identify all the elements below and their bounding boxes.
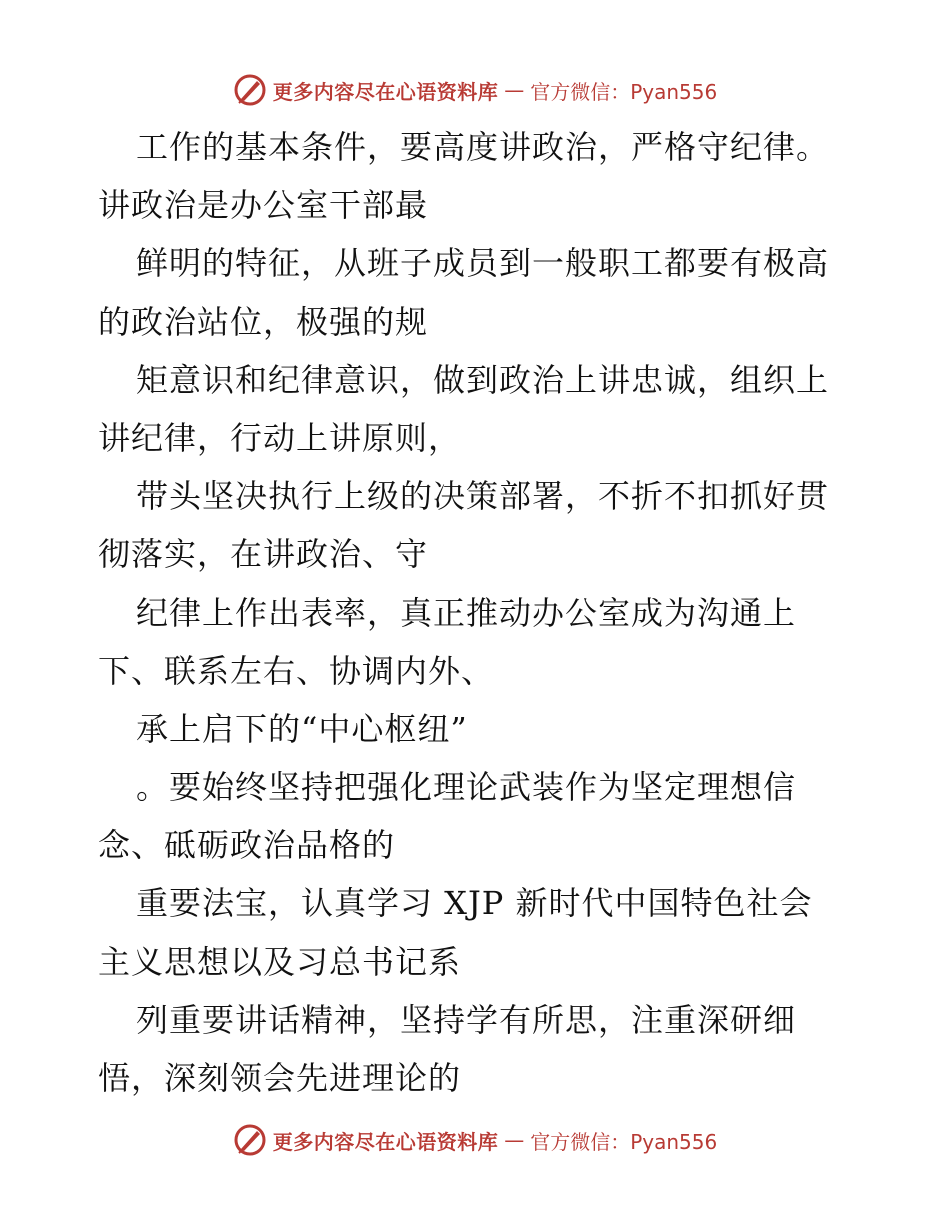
body-line: 承上启下的“中心枢纽” — [136, 709, 468, 748]
body-line: 矩意识和纪律意识，做到政治上讲忠诚，组织上 — [136, 360, 830, 399]
body-line: 下、联系左右、协调内外、 — [98, 651, 495, 690]
body-line: 悟，深刻领会先进理论的 — [98, 1059, 462, 1097]
footer-watermark — [0, 1120, 950, 1160]
body-line: 纪律上作出表率，真正推动办公室成为沟通上 — [136, 593, 797, 632]
header-brand-text: 更多内容尽在心语资料库 — [272, 79, 499, 104]
quill-pen-logo-icon — [233, 73, 267, 107]
body-line: 彻落实，在讲政治、守 — [98, 535, 429, 574]
body-line: 讲纪律，行动上讲原则， — [98, 418, 462, 457]
footer-brand-text: 更多内容尽在心语资料库 — [272, 1129, 499, 1154]
quill-pen-logo-icon — [233, 1123, 267, 1157]
body-line: 念、砥砺政治品格的 — [98, 826, 396, 865]
body-line: 鲜明的特征，从班子成员到一般职工都要有极高 — [136, 244, 830, 283]
footer-separator: — — [504, 1128, 525, 1152]
body-line: 讲政治是办公室干部最 — [98, 186, 429, 225]
document-body — [98, 118, 858, 1107]
body-line: 重要法宝，认真学习 XJP 新时代中国特色社会 — [136, 884, 813, 923]
header-separator: — — [504, 78, 525, 102]
body-line: 工作的基本条件，要高度讲政治，严格守纪律。 — [136, 128, 830, 166]
body-line: 。要始终坚持把强化理论武装作为坚定理想信 — [136, 768, 797, 807]
body-line: 主义思想以及习总书记系 — [98, 942, 462, 981]
footer-wechat-text: 官方微信：Pyan556 — [530, 1129, 718, 1154]
body-line: 的政治站位，极强的规 — [98, 302, 429, 341]
header-watermark — [0, 70, 950, 110]
body-line: 列重要讲话精神，坚持学有所思，注重深研细 — [136, 1000, 797, 1039]
header-wechat-text: 官方微信：Pyan556 — [530, 79, 718, 104]
body-line: 带头坚决执行上级的决策部署，不折不扣抓好贯 — [136, 477, 830, 516]
